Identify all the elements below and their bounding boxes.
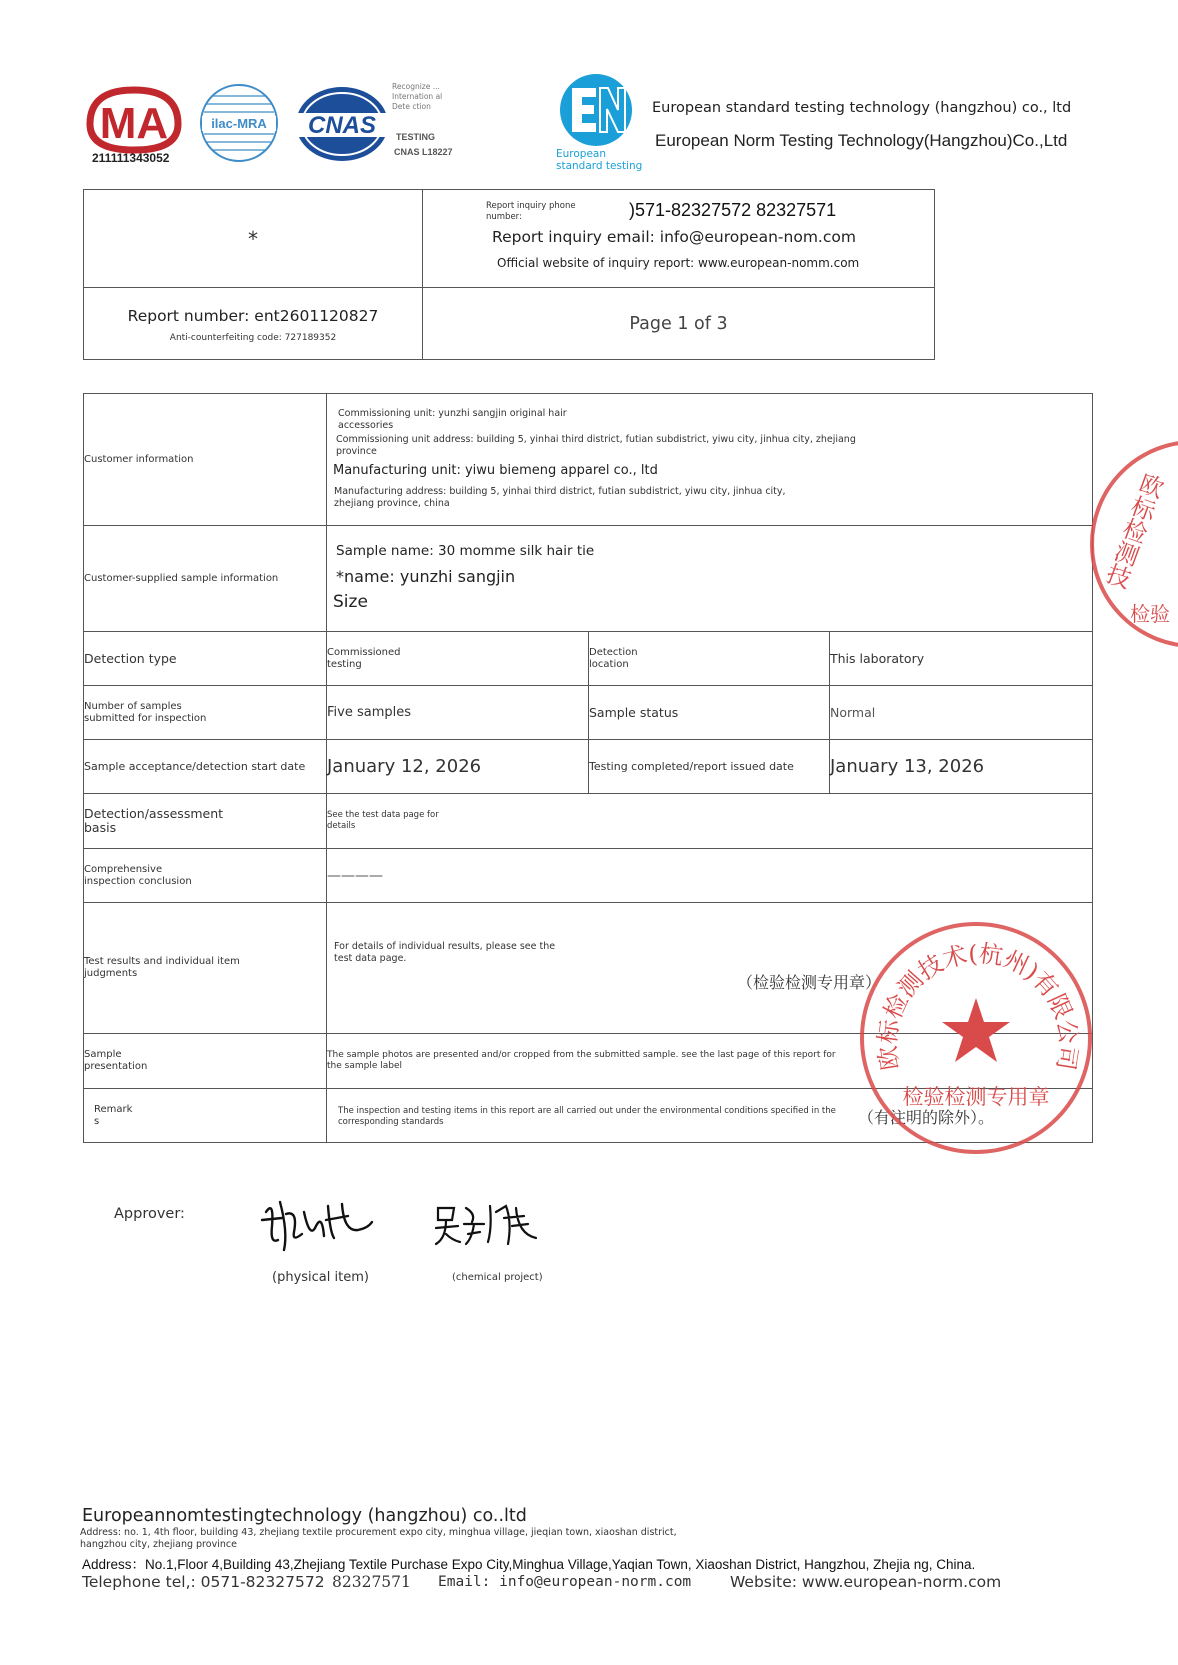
detection-location-label: Detection location bbox=[589, 632, 830, 686]
commissioning-address: Commissioning unit address: building 5, yinhai third district, futian subdistrict, yiwu city, jinhua city, zhejiang province bbox=[336, 434, 856, 457]
page-info-cell bbox=[423, 288, 935, 360]
detection-type-value: Commissioned testing bbox=[327, 632, 589, 686]
manufacturing-address: Manufacturing address: building 5, yinhai third district, futian subdistrict, yiwu city, jinhua city, zhejiang province, china bbox=[334, 486, 786, 509]
footer-telephone-2: 82327571 bbox=[332, 1573, 411, 1591]
sample-info-cell bbox=[327, 526, 1093, 632]
anti-counterfeit-code: Anti-counterfeiting code: 727189352 bbox=[169, 332, 337, 343]
sample-status-label: Sample status bbox=[589, 686, 830, 740]
inquiry-cell bbox=[423, 190, 935, 288]
phone-label: Report inquiry phone number: bbox=[486, 201, 576, 222]
table-row bbox=[84, 849, 1093, 903]
en-logo bbox=[558, 72, 634, 148]
brand-name: *name: yunzhi sangjin bbox=[336, 567, 516, 586]
detection-location-value: This laboratory bbox=[830, 632, 1093, 686]
issue-date-label: Testing completed/report issued date bbox=[589, 740, 830, 794]
customer-info-label: Customer information bbox=[84, 394, 327, 526]
report-number-cell bbox=[84, 288, 423, 360]
footer-email: Email: info@european-norm.com bbox=[438, 1574, 692, 1590]
side-seal-bottom-text: 检验 bbox=[1130, 602, 1170, 626]
footer-address-small: Address: no. 1, 4th floor, building 43, zhejiang textile procurement expo city, minghua village, jieqian town, xiaoshan district, hangzhou city, zhejiang province bbox=[80, 1527, 677, 1550]
ilac-logo-text: ilac-MRA bbox=[211, 116, 267, 131]
star-mark: * bbox=[248, 226, 258, 251]
issue-date-value: January 13, 2026 bbox=[830, 740, 1093, 794]
company-name-cn-translated: European standard testing technology (hangzhou) co., ltd bbox=[652, 100, 1072, 116]
remarks-note: （有注明的除外）。 bbox=[858, 1108, 995, 1127]
email-line: Report inquiry email: info@european-nom.com bbox=[492, 228, 856, 246]
customer-info-cell bbox=[327, 394, 1093, 526]
remarks-value: The inspection and testing items in this report are all carried out under the environmental conditions specified in the corresponding standards bbox=[338, 1106, 836, 1127]
num-samples-label: Number of samples submitted for inspection bbox=[84, 686, 327, 740]
side-seal-text: 欧标检测技 bbox=[1099, 468, 1167, 591]
basis-label: Detection/assessment basis bbox=[84, 794, 327, 849]
conclusion-value: ———— bbox=[327, 849, 1093, 903]
chemical-project-caption: (chemical project) bbox=[452, 1272, 543, 1283]
results-stamp-note: （检验检测专用章） bbox=[737, 973, 882, 992]
recognize-text: Recognize ... Internation al Dete ction bbox=[392, 82, 443, 111]
page-info: Page 1 of 3 bbox=[629, 313, 728, 334]
official-seal-graphic bbox=[860, 922, 1092, 1154]
phone-value: )571-82327572 82327571 bbox=[629, 200, 837, 220]
star-cell bbox=[84, 190, 423, 288]
footer-website: Website: www.european-norm.com bbox=[730, 1573, 1002, 1591]
presentation-label: Sample presentation bbox=[84, 1034, 327, 1089]
cnas-logo-text: CNAS bbox=[307, 112, 377, 139]
footer-company: Europeannomtestingtechnology (hangzhou) co..ltd bbox=[82, 1506, 527, 1526]
official-seal-arc-text: 欧标检测技术(杭州)有限公司 bbox=[873, 939, 1083, 1073]
table-row bbox=[84, 740, 1093, 794]
start-date-value: January 12, 2026 bbox=[327, 740, 589, 794]
num-samples-value: Five samples bbox=[327, 686, 589, 740]
company-name-en: European Norm Testing Technology(Hangzhou)Co.,Ltd bbox=[655, 131, 1068, 150]
table-row bbox=[84, 526, 1093, 632]
presentation-value: The sample photos are presented and/or cropped from the submitted sample. see the last page of this report for the sample label bbox=[327, 1034, 1093, 1089]
signature-physical bbox=[258, 1192, 376, 1258]
results-value: For details of individual results, please see the test data page. bbox=[334, 941, 556, 964]
report-number: Report number: ent2601120827 bbox=[127, 306, 379, 325]
cnas-logo bbox=[294, 84, 390, 164]
table-row bbox=[84, 686, 1093, 740]
ilac-mra-logo bbox=[198, 80, 280, 166]
sample-info-label: Customer-supplied sample information bbox=[84, 526, 327, 632]
website-line: Official website of inquiry report: www.european-nomm.com bbox=[497, 256, 860, 270]
results-label: Test results and individual item judgments bbox=[84, 903, 327, 1034]
table-row bbox=[84, 794, 1093, 849]
approver-label: Approver: bbox=[114, 1206, 185, 1222]
signature-chemical bbox=[432, 1198, 544, 1250]
cma-logo-text: MA bbox=[99, 99, 169, 148]
cnas-number: CNAS L18227 bbox=[394, 147, 453, 157]
size-label: Size bbox=[333, 592, 368, 612]
report-info-box bbox=[83, 189, 935, 360]
footer-telephone: Telephone tel,: 0571-82327572 bbox=[82, 1573, 325, 1591]
physical-item-caption: (physical item) bbox=[272, 1270, 369, 1285]
table-row bbox=[84, 394, 1093, 526]
detection-type-label: Detection type bbox=[84, 632, 327, 686]
manufacturing-unit: Manufacturing unit: yiwu biemeng apparel co., ltd bbox=[333, 463, 658, 478]
basis-value: See the test data page for details bbox=[327, 794, 1093, 849]
en-logo-caption: European standard testing bbox=[556, 148, 643, 172]
testing-label: TESTING bbox=[396, 132, 436, 142]
start-date-label: Sample acceptance/detection start date bbox=[84, 740, 327, 794]
remarks-label: Remark s bbox=[84, 1089, 327, 1143]
sample-status-value: Normal bbox=[830, 686, 1093, 740]
official-seal-bottom-text: 检验检测专用章 bbox=[902, 1085, 1050, 1109]
commissioning-unit: Commissioning unit: yunzhi sangjin original hair accessories bbox=[338, 408, 567, 431]
table-row bbox=[84, 632, 1093, 686]
conclusion-label: Comprehensive inspection conclusion bbox=[84, 849, 327, 903]
cma-number: 211111343052 bbox=[92, 151, 170, 165]
footer-address-en: Address：No.1,Floor 4,Building 43,Zhejiang Textile Purchase Expo City,Minghua Village,Yaqian Town, Xiaoshan District, Hangzhou, Zhejia ng, China. bbox=[82, 1557, 976, 1572]
sample-name: Sample name: 30 momme silk hair tie bbox=[336, 543, 595, 559]
